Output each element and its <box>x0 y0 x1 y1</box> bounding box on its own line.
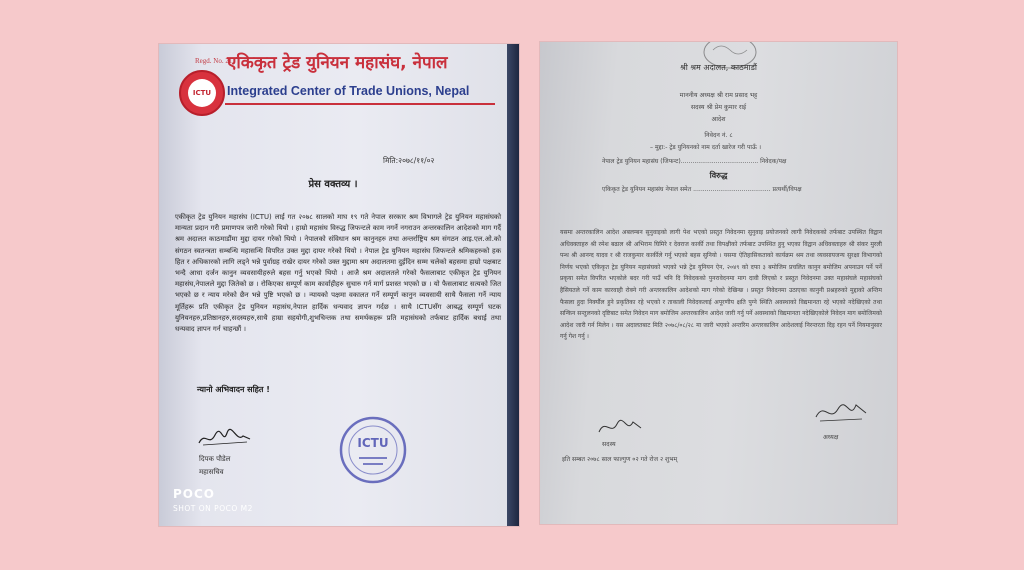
signer-role: महासचिव <box>199 468 224 476</box>
versus-heading: विरुद्ध <box>709 171 728 180</box>
document-date: मिति:२०७८/११/०२ <box>383 156 435 165</box>
camera-watermark-brand: POCO <box>173 487 216 501</box>
background-strip <box>507 44 519 526</box>
member-signature-icon <box>595 414 645 440</box>
order-date-footer: इति सम्बत २०७८ साल फाल्गुण ०२ गते रोज २ शुभम् <box>562 456 678 463</box>
signer-name: दिपक पौडेल <box>199 455 231 463</box>
plaintiff: नेपाल ट्रेड युनियन महासंघ (जिफन्ट)........................................ निवेदक/पक्ष <box>602 158 787 165</box>
registration-number: Regd. No. 21 <box>195 57 233 65</box>
chair-signature-icon <box>810 397 870 427</box>
petition-number: निवेदन नं. ८ <box>704 132 733 139</box>
ictu-logo-icon <box>179 70 225 116</box>
org-name-nepali: एकिकृत ट्रेड युनियन महासंघ, नेपाल <box>227 53 448 73</box>
order-label: आदेश <box>711 116 726 123</box>
defendant: एकिकृत ट्रेड युनियन महासंघ नेपाल समेत ........................................ प्रत्यर्थी/विपक्ष <box>602 186 802 193</box>
press-release-paper <box>159 44 519 526</box>
court-header: श्री श्रम अदालत, काठमाडौं <box>680 63 757 72</box>
document-title: प्रेस वक्तव्य । <box>308 179 358 190</box>
press-release-body: एकीकृत ट्रेड युनियन महासंघ (ICTU) लाई गत २०७८ सालको माघ १९ गते नेपाल सरकार श्रम विभागले ट्रेड युनियन महासंघको मान्यता प्रदान गरी प्रमाणपत्र जारी गरेको थियो । हाम्रो महासंघ विरुद्ध जिफन्टले काम नगर्ने नगराउन अन्तरकालिन आदेशको माग गर्दै श्रम अदालत काठमाडौंमा मुद्दा दायर गरेको थियो । नेपालको संविधान श्रम कानुनहरु तथा अन्तर्राष्ट्रिय श्रम संगठन आइ.एल.ओ.को संगठन स्वतन्त्रता सम्बन्धि महासन्धि विपरित उक्त मुद्दा दायर गरेको थियो । नेपाल ट्रेड युनियन महासंघ जिफन्टले श्रमिकहरुको हक हित र अधिकारको लागि लड्ने भन्ने पुर्वाग्रह राखेर दायर गरेको उक्त मुद्दामा श्रम अदालतमा दुईदिन सम्म चलेको बहसमा हाम्रो पक्षबाट भन्दै आधा दर्जन कानुन व्यवसायीहरुले बहस गर्नु भएको थियो । आजै श्रम अदालतले गरेको फैसलाबाट एकीकृत ट्रेड युनियन महासंघ,नेपालले मुद्दा जितेको छ । रोकिएका सम्पूर्ण काम कार्वाहीहरु सुचारु गर्न मार्ग प्रशस्त भएको छ । यो फैसलाबाट सत्यको जित भएको छ र न्याय मरेको छैन भन्ने पुष्टि भएको छ । न्यायको पक्षमा वकालत गर्ने सम्पूर्ण कानुन व्यवसायी साथै फैसला गर्ने न्याय मूर्तिहरू प्रति एकीकृत ट्रेड युनियन महासंघ,नेपाल हार्दिक धन्यवाद ज्ञापन गर्दछ । साथै ICTUसँग आबद्ध सम्पूर्ण घटक युनियनहरु,प्रतिष्ठानहरु,सदस्यहरु,साथै हाम्रा सहयोगी,शुभचिन्तक तथा समर्थकहरू प्रति महासंघको तर्फबाट हार्दिक बधाई तथा धन्यवाद ज्ञापन गर्न चाहन्छौं । <box>175 213 501 334</box>
org-name-english: Integrated Center of Trade Unions, Nepal <box>227 84 470 98</box>
signature-icon <box>197 427 252 449</box>
header-divider <box>225 103 495 105</box>
chair-role: अध्यक्ष <box>823 434 839 441</box>
member-role: सदस्य <box>602 441 616 448</box>
left-document-photo <box>159 44 519 526</box>
court-order-paper <box>540 42 897 524</box>
logo-text: ICTU <box>192 89 212 97</box>
case-subject: – मुद्दा:- ट्रेड युनियनको नाम दर्ता खारेज गरी पाऊँ । <box>650 144 762 151</box>
ictu-stamp-icon <box>337 414 409 486</box>
judge-chair: माननीय अध्यक्ष श्री राम प्रसाद भट्ट <box>679 92 758 99</box>
judge-member: सदस्य श्री प्रेम कुमार राई <box>690 104 747 111</box>
right-document-photo <box>540 42 897 524</box>
camera-watermark-model: SHOT ON POCO M2 <box>173 504 253 513</box>
svg-text:ICTU: ICTU <box>357 436 389 450</box>
court-order-body: यसमा अन्तरकालिन आदेश अबलम्बन सुनुवाइको लागी पेश भएको प्रस्तुत निवेदनमा सुनुवाइ प्रयोजनको लागी निवेदकको तर्फबाट उपस्थित विद्वान अधिवक्ताहरु श्री रमेश बढाल श्री अभिराम घिमिरे र देवराज कार्की तथा विपक्षीको तर्फबाट उपस्थित हुनु भएका विद्वान अधिवक्ताहरु श्री संकर मुरली पन्थ श्री आनन्द यादव र श्री राजकुमार कार्कीले गर्नु भएको बहस सुनियो । यसमा ऐतिहासिकताको कार्यक्रम श्रम तथा व्यवसायजन्य सुरक्षा विभागको निर्णय भएको एकिकृत ट्रेड युनियन महासंघको भएको भन्ने ट्रेड युनियन ऐन, २०४९ को दफा ३ बमोजिम प्रचलित कानुन बमोजिम अपनाउन पर्ने पर्ने प्रकृया समेत विपरित भएकोले बदर गरी पाउँ भनि दि निवेदकको पुनरावेदनमा माग दावी लिएको र प्रस्तुत निवेदनमा उक्त महासंघले महासंघको हैसियतले गर्ने काम कारवाही रोक्ने गरी अन्तरकालिन आदेशको माग गरेको देखिन्छ । प्रस्तुत निवेदनमा उठाएका कानुनी प्रश्नहरुको मुद्दाको अन्तिम फैसला हुदा निर्क्यौल हुने प्रकृतिका रहे भएको र ताकाली निवेदकलाई अपूरणीय क्षति पुग्ने स्थिति अवस्थाको विद्यमानता रहे भएको नदेखिएको तथा सन्किन सन्तुलनको दृष्टिबाट समेत निवेदन माग बमोजिम अन्तरकालिन आदेश जारी गर्नु पर्ने अवस्थाको विद्यमानता नदेखिएकोले निवेदन माग बमोजिमको आदेश जारी गर्न मिलेन । यस अदालतबाट मिति २०७८/०८/२८ मा जारी भएको अन्तरिम अन्तरकालिन आदेशलाई निरन्तरता दिइ रहन पर्ने नियमानुसार गर्नु गेश गर्नु । <box>560 229 882 341</box>
closing-greeting: न्यानो अभिवादन सहित ! <box>197 385 270 394</box>
